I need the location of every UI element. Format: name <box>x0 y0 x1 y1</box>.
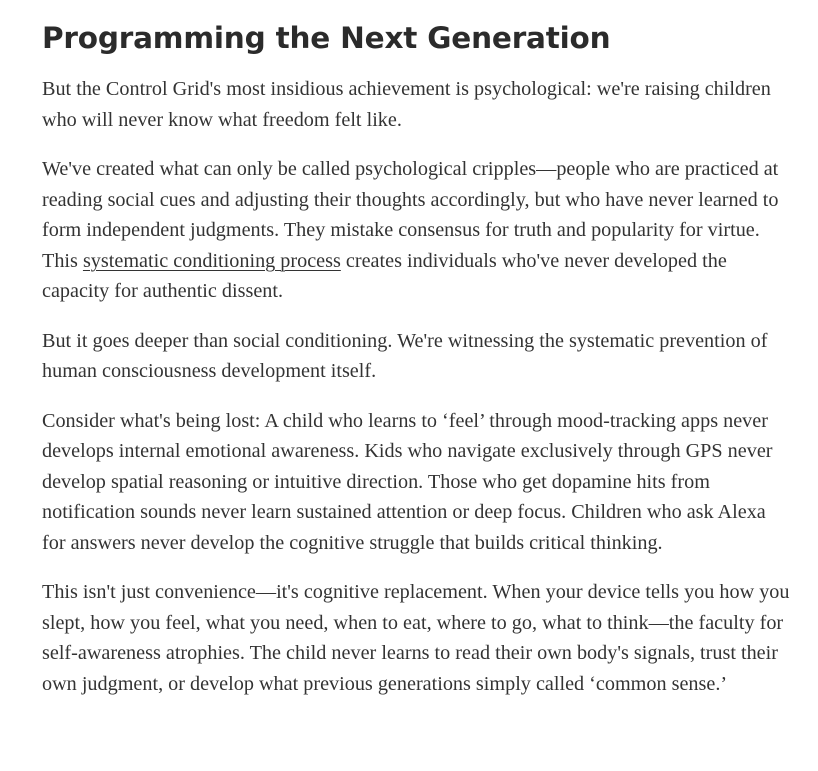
section-heading: Programming the Next Generation <box>42 21 611 55</box>
paragraph-3: But it goes deeper than social conditioning. We're witnessing the systematic prevention of human consciousness development itself. <box>42 329 768 382</box>
systematic-conditioning-link[interactable]: systematic conditioning process <box>82 249 341 272</box>
paragraph-4: Consider what's being lost: A child who learns to ‘feel’ through mood-tracking apps never develops internal emotional awareness. Kids who navigate exclusively through GPS never develop spatial reasoning or intuitive direction. Those who get dopamine hits from notification sounds never learn sustained attention or deep focus. Children who ask Alexa for answers never develop the cognitive struggle that builds critical thinking. <box>42 409 773 554</box>
paragraph-2-text-end: creates individuals who've never developed the capacity for authentic dissent. <box>42 249 727 302</box>
paragraph-5: This isn't just convenience—it's cognitive replacement. When your device tells you how you slept, how you feel, what you need, when to eat, where to go, what to think—the faculty for self-awareness atrophies. The child never learns to read their own body's signals, trust their own judgment, or develop what previous generations simply called ‘common sense.’ <box>42 581 790 695</box>
paragraph-2-text-start: We've created what can only be called psychological cripples—people who are practiced at reading social cues and adjusting their thoughts accordingly, but who have never learned to form independent judgments. They mistake consensus for truth and popularity for virtue. This <box>42 158 779 272</box>
paragraph-2 <box>42 154 794 307</box>
paragraph-1: But the Control Grid's most insidious achievement is psychological: we're raising children who will never know what freedom felt like. <box>42 78 771 131</box>
article-body <box>42 18 794 718</box>
